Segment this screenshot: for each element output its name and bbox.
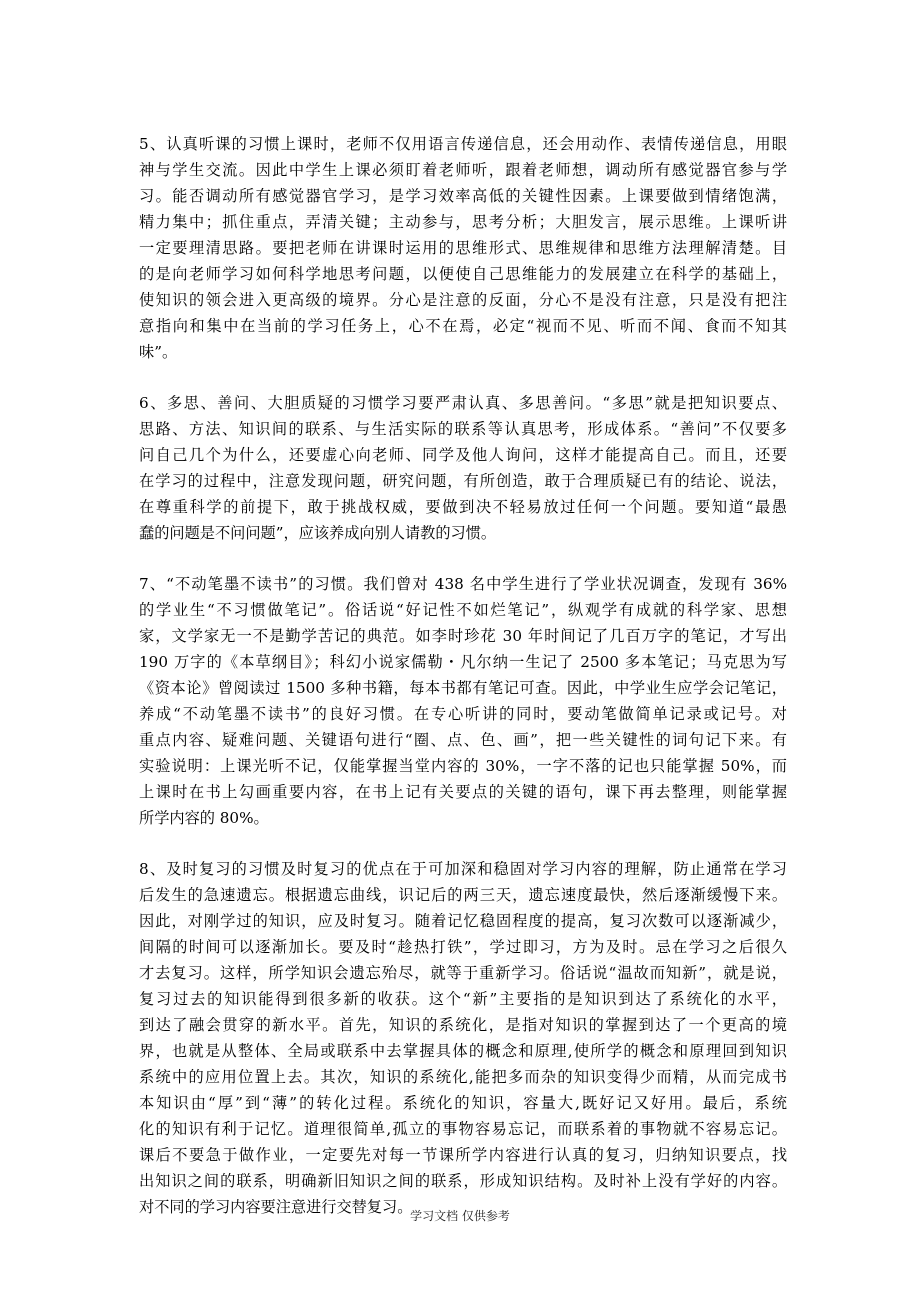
text-line: 5、认真听课的习惯上课时，老师不仅用语言传递信息，还会用动作、表情传递信息，用眼 [139, 135, 787, 153]
text-line: 7、“不动笔墨不读书”的习惯。我们曾对 438 名中学生进行了学业状况调查，发现有 36% [139, 575, 787, 593]
text-line: 养成“不动笔墨不读书”的良好习惯。在专心听讲的同时，要动笔做简单记录或记号。对 [139, 705, 787, 723]
text-line: 在学习的过程中，注意发现问题，研究问题，有所创造，敢于合理质疑已有的结论、说法， [139, 472, 787, 490]
text-line: 问自己几个为什么，还要虚心向老师、同学及他人询问，这样才能提高自己。而且，还要 [139, 446, 787, 464]
text-line: 上课时在书上勾画重要内容，在书上记有关要点的关键的语句，课下再去整理，则能掌握 [139, 783, 787, 801]
text-line: 对不同的学习内容要注意进行交替复习。 [139, 1198, 413, 1216]
paragraph-review-habit [139, 856, 787, 1220]
text-line: 的是向老师学习如何科学地思考问题，以便使自己思维能力的发展建立在科学的基础上， [139, 265, 787, 283]
text-line: 间隔的时间可以逐渐加长。要及时“趁热打铁”，学过即习，方为及时。忌在学习之后很久 [139, 938, 787, 956]
text-line: 的学业生“不习惯做笔记”。俗话说“好记性不如烂笔记”，纵观学有成就的科学家、思想 [139, 601, 787, 619]
page-footer: 学习文档 仅供参考 [410, 1209, 510, 1223]
document-body [139, 131, 787, 1245]
text-line: 才去复习。这样，所学知识会遗忘殆尽，就等于重新学习。俗话说“温故而知新”，就是说， [139, 964, 787, 982]
text-line: 实验说明：上课光听不记，仅能掌握当堂内容的 30%，一字不落的记也只能掌握 50%，而 [139, 757, 787, 775]
text-line: 复习过去的知识能得到很多新的收获。这个“新”主要指的是知识到达了系统化的水平， [139, 990, 787, 1008]
paragraph-questioning-habit [139, 390, 787, 546]
text-line: 精力集中；抓住重点，弄清关键；主动参与，思考分析；大胆发言，展示思维。上课听讲 [139, 213, 787, 231]
text-line: 重点内容、疑难问题、关键语句进行“圈、点、色、画”，把一些关键性的词句记下来。有 [139, 731, 787, 749]
text-line: 190 万字的《本草纲目》；科幻小说家儒勒・凡尔纳一生记了 2500 多本笔记；马克思为写 [139, 653, 787, 671]
text-line: 一定要理清思路。要把老师在讲课时运用的思维形式、思维规律和思维方法理解清楚。目 [139, 239, 787, 257]
text-line: 课后不要急于做作业，一定要先对每一节课所学内容进行认真的复习，归纳知识要点，找 [139, 1146, 787, 1164]
text-line: 界，也就是从整体、全局或联系中去掌握具体的概念和原理,使所学的概念和原理回到知识 [139, 1042, 787, 1060]
text-line: 蠢的问题是不问问题”，应该养成向别人请教的习惯。 [139, 524, 497, 542]
text-line: 习。能否调动所有感觉器官学习，是学习效率高低的关键性因素。上课要做到情绪饱满， [139, 187, 787, 205]
text-line: 8、及时复习的习惯及时复习的优点在于可加深和稳固对学习内容的理解，防止通常在学习 [139, 860, 787, 878]
text-line: 系统中的应用位置上去。其次，知识的系统化,能把多而杂的知识变得少而精，从而完成书 [139, 1068, 787, 1086]
paragraph-note-taking-habit [139, 571, 787, 831]
paragraph-listening-habit [139, 131, 787, 365]
text-line: 在尊重科学的前提下，敢于挑战权威，要做到决不轻易放过任何一个问题。要知道“最愚 [139, 498, 787, 516]
text-line: 《资本论》曾阅读过 1500 多种书籍，每本书都有笔记可查。因此，中学业生应学会记笔记， [139, 679, 787, 697]
text-line: 化的知识有利于记忆。道理很简单,孤立的事物容易忘记，而联系着的事物就不容易忘记。 [139, 1120, 787, 1138]
text-line: 本知识由“厚”到“薄”的转化过程。系统化的知识，容量大,既好记又好用。最后，系统 [139, 1094, 787, 1112]
text-line: 出知识之间的联系，明确新旧知识之间的联系，形成知识结构。及时补上没有学好的内容。 [139, 1172, 787, 1190]
text-line: 后发生的急速遗忘。根据遗忘曲线，识记后的两三天，遗忘速度最快，然后逐渐缓慢下来。 [139, 886, 787, 904]
text-line: 味”。 [139, 343, 178, 361]
text-line: 所学内容的 80%。 [139, 809, 269, 827]
text-line: 因此，对刚学过的知识，应及时复习。随着记忆稳固程度的提高，复习次数可以逐渐减少， [139, 912, 787, 930]
text-line: 思路、方法、知识间的联系、与生活实际的联系等认真思考，形成体系。“善问”不仅要多 [139, 420, 787, 438]
text-line: 家，文学家无一不是勤学苦记的典范。如李时珍花 30 年时间记了几百万字的笔记，才写出 [139, 627, 787, 645]
text-line: 使知识的领会进入更高级的境界。分心是注意的反面，分心不是没有注意，只是没有把注 [139, 291, 787, 309]
text-line: 意指向和集中在当前的学习任务上，心不在焉，必定“视而不见、听而不闻、食而不知其 [139, 317, 787, 335]
text-line: 神与学生交流。因此中学生上课必须盯着老师听，跟着老师想，调动所有感觉器官参与学 [139, 161, 787, 179]
text-line: 到达了融会贯穿的新水平。首先，知识的系统化，是指对知识的掌握到达了一个更高的境 [139, 1016, 787, 1034]
text-line: 6、多思、善问、大胆质疑的习惯学习要严肃认真、多思善问。“多思”就是把知识要点、 [139, 394, 787, 412]
